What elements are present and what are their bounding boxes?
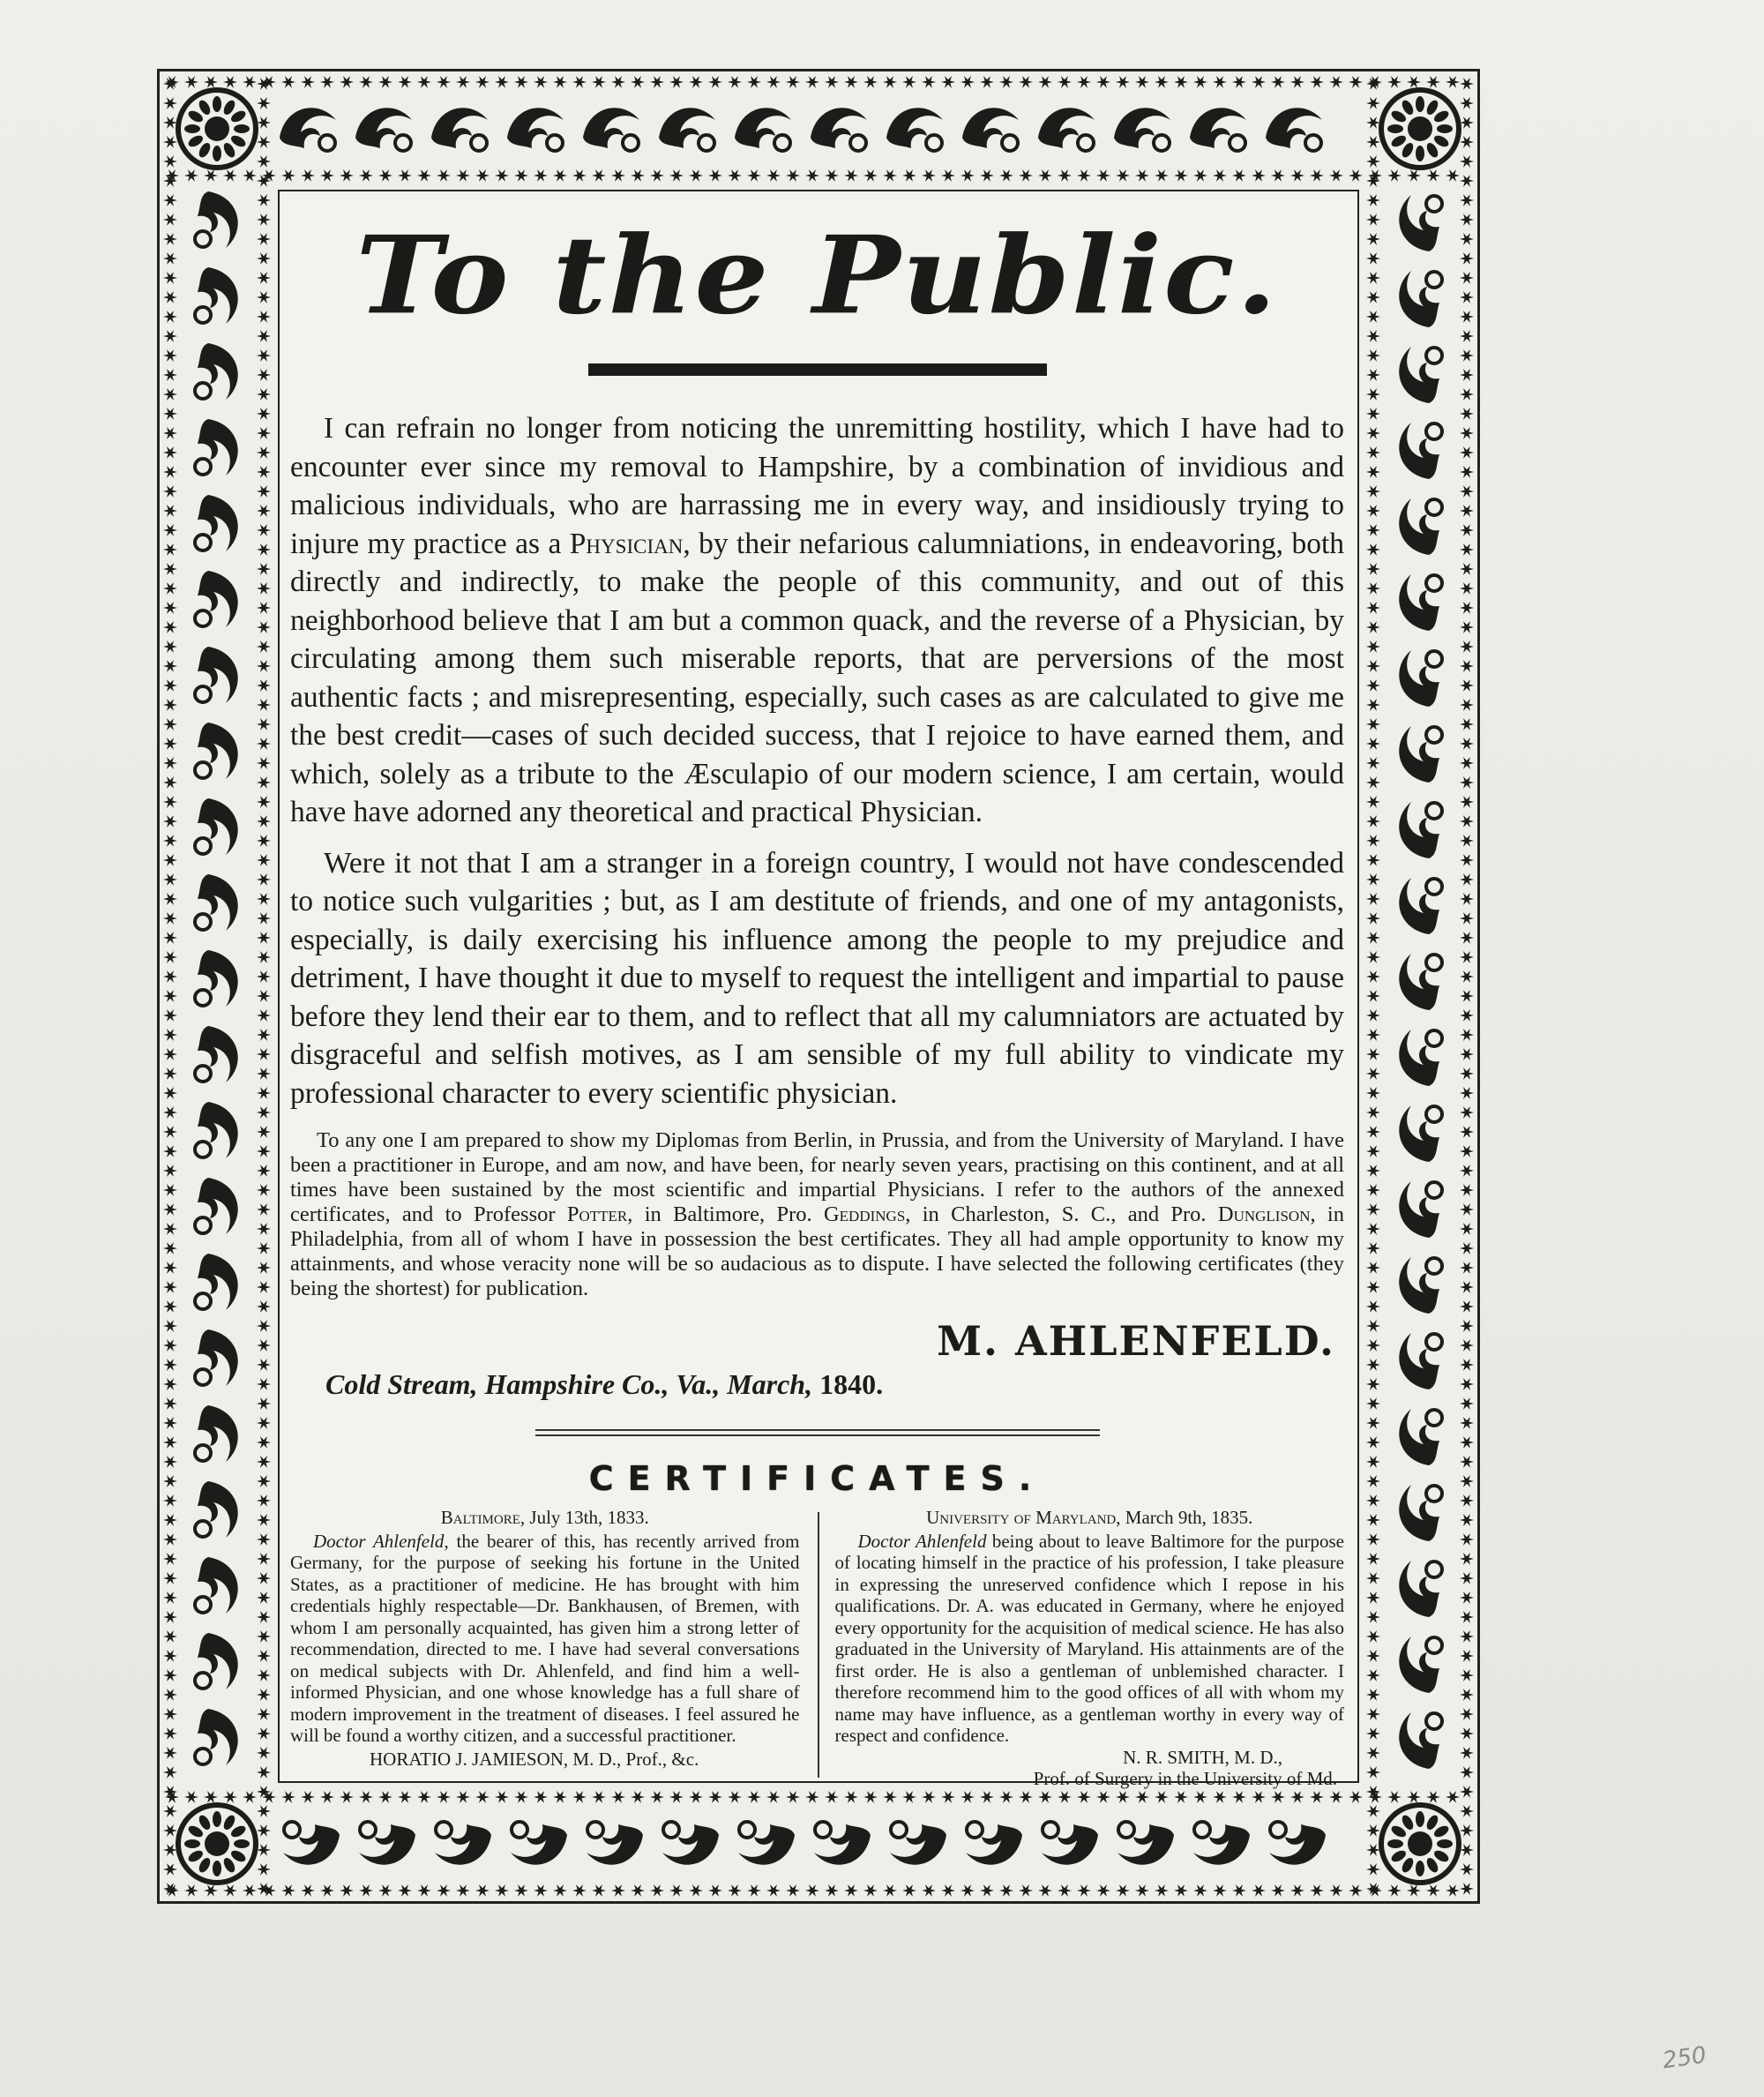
certificate-right-body	[835, 1531, 1345, 1747]
paragraph-3-b: , in Baltimore, Pro.	[627, 1202, 824, 1226]
paragraph-1-text: I can refrain no longer from noticing the unremitting hostility, which I have had to encounter ever since my removal to Hampshire, by a combination of invidious and malicious individuals, who are harrassing me in every way, and insidiously trying to injure my practice as a	[290, 412, 1344, 560]
author-signature: M. AHLENFELD.	[937, 1317, 1335, 1365]
certificate-left	[290, 1507, 818, 1790]
paragraph-3	[290, 1128, 1344, 1301]
dateline-place: Cold Stream, Hampshire Co., Va., March,	[325, 1368, 820, 1400]
certificates-columns	[290, 1507, 1344, 1790]
column-divider	[818, 1512, 819, 1778]
certificate-left-date: , July 13th, 1833.	[519, 1507, 649, 1528]
certificate-left-place: Baltimore	[440, 1507, 520, 1528]
certificate-right-signer-title: Prof. of Surgery in the University of Md.	[1033, 1768, 1337, 1789]
title-rule	[588, 363, 1047, 376]
certificate-left-body	[290, 1531, 800, 1747]
certificate-right-place: University of Maryland	[926, 1507, 1117, 1528]
content-layer	[157, 69, 1480, 1904]
certificate-right-text: being about to leave Baltimore for the purpose of locating himself in the practice of his profession, I take pleasure in expressing the unreserved confidence which I repose in his qualifications. Dr. A. was educated in Germany, where he enjoyed every opportunity for the acquisition of medical science. He has also graduated in the University of Maryland. His attainments are of the first order. He is also a gentleman of unblemished character. I therefore recommend him to the good offices of all with whom my name may have influence, as a gentleman worthy in every way of respect and confidence.	[834, 1530, 1344, 1746]
certificate-left-text: , the bearer of this, has recently arrived from Germany, for the purpose of seeking his fortune in the United States, as a practitioner of medicine. He has brought with him credentials highly respectable—Dr. Bankhausen, of Bremen, with whom I am personally acquainted, has given him a strong letter of recommendation, directed to me. I have had several conversations on medical subjects with Dr. Ahlenfeld, and find him a well-informed Physician, and one whose knowledge has a full share of modern improvement in the treatment of diseases. I feel assured he will be found a worthy citizen, and a successful practitioner.	[290, 1530, 800, 1746]
certificate-right-name: Doctor Ahlenfeld	[857, 1530, 987, 1552]
section-divider	[535, 1429, 1100, 1436]
name-dunglison: Dunglison	[1217, 1202, 1311, 1226]
page-title: To the Public.	[355, 213, 1279, 339]
paragraph-1	[290, 409, 1344, 832]
paragraph-3-c: , in Charleston, S. C., and Pro.	[905, 1202, 1218, 1226]
name-potter: Potter	[566, 1202, 628, 1226]
certificate-right-heading	[835, 1507, 1345, 1529]
broadside-content	[290, 210, 1344, 1790]
certificate-left-name: Doctor Ahlenfeld	[313, 1530, 445, 1552]
physician-emphasis: Physician	[569, 527, 684, 560]
paragraph-3-a: To any one I am prepared to show my Diplomas from Berlin, in Prussia, and from the University of Maryland. I have been a practitioner in Europe, and am now, and have been, for nearly seven years, practising on this continent, and at all times have been sustained by the most scientific and impartial Physicians. I refer to the authors of the annexed certificates, and to Professor	[290, 1128, 1344, 1226]
paragraph-3-d: , in Philadelphia, from all of whom I have in possession the best certificates. They all had ample opportunity to know my attainments, and whose veracity none will be so audacious as to dispute. I have selected the following certificates (they being the shortest) for publication.	[290, 1202, 1344, 1300]
certificate-left-signer: HORATIO J. JAMIESON, M. D., Prof., &c.	[370, 1748, 699, 1770]
certificate-right	[818, 1507, 1345, 1790]
certificate-right-date: , March 9th, 1835.	[1116, 1507, 1253, 1528]
dateline-year: 1840.	[819, 1368, 884, 1400]
paragraph-2: Were it not that I am a stranger in a foreign country, I would not have condescended to notice such vulgarities ; but, as I am destitute of friends, and one of my antagonists, especially, is daily exercising his influence among the people to my prejudice and detriment, I have thought it due to myself to request the intelligent and impartial to pause before they lend their ear to them, and to reflect that all my calumniators are actuated by disgraceful and selfish motives, as I am sensible of my full ability to vindicate my professional character to every scientific physician.	[290, 846, 1344, 1110]
paragraph-1-rest: , by their nefarious calumniations, in endeavoring, both directly and indirectly, to make the people of this community, and out of this neighborhood believe that I am but a common quack, and the reverse of a Physician, by circulating among them such miserable reports, that are perversions of the most authentic facts ; and misrepresenting, especially, such cases as are calculated to give me the best credit—cases of such decided success, that I rejoice to have earned them, and which, solely as a tribute to the Æsculapio of our modern science, I am certain, would have have adorned any theoretical and practical Physician.	[290, 527, 1344, 828]
certificate-right-signer: N. R. SMITH, M. D.,	[1123, 1746, 1282, 1768]
certificates-heading: CERTIFICATES.	[588, 1459, 1046, 1498]
dateline	[325, 1368, 1344, 1401]
name-geddings: Geddings	[823, 1202, 906, 1226]
certificate-left-heading	[290, 1507, 800, 1529]
pencil-annotation: 250	[1661, 2041, 1708, 2075]
